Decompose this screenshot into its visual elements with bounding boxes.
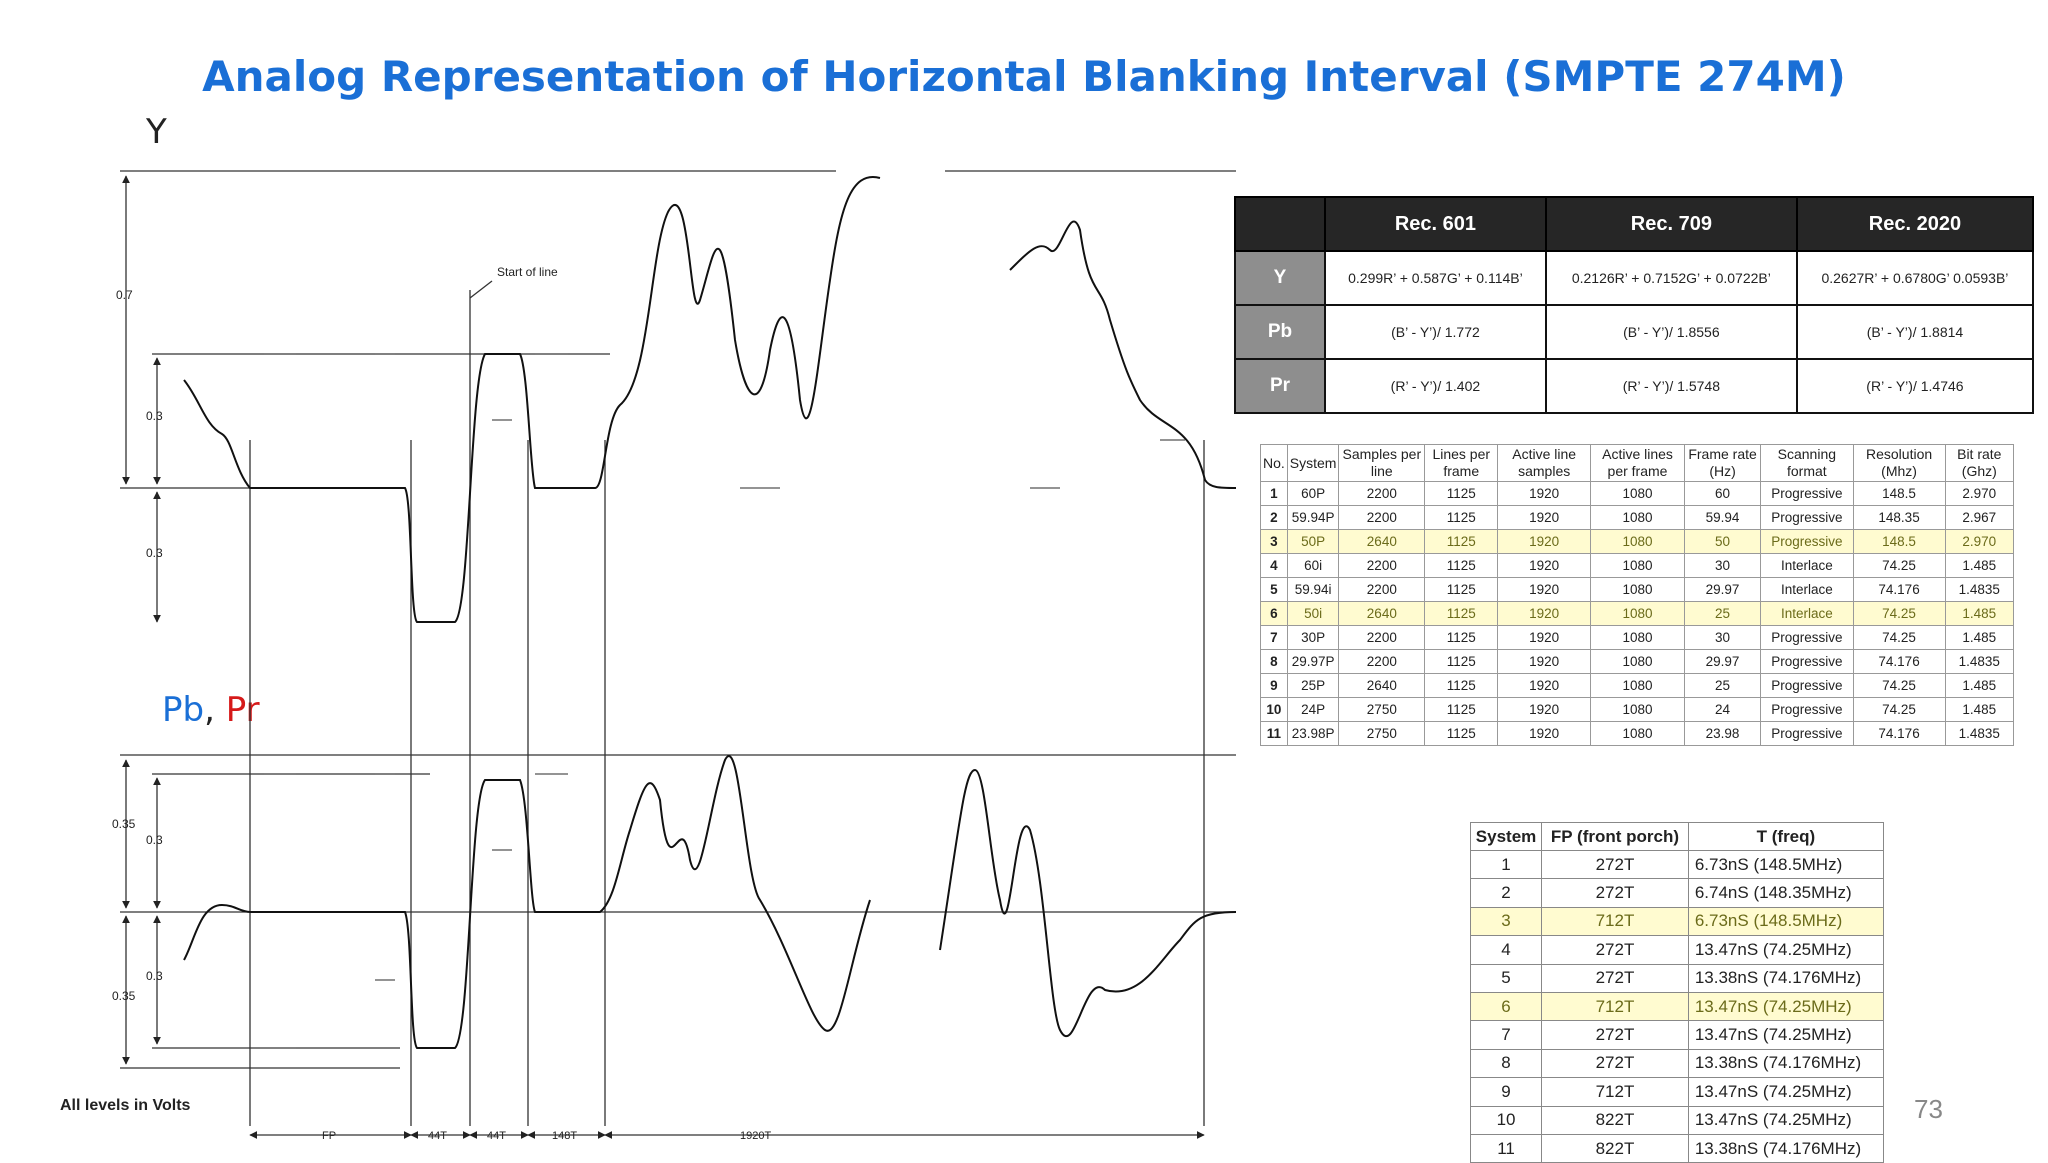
rec-header-2020: Rec. 2020 <box>1797 197 2033 251</box>
systems-cell-res: 74.176 <box>1853 722 1945 746</box>
c-level-label-03-lower: 0.3 <box>146 969 163 983</box>
systems-header-bit-rate: Bit rate (Ghz) <box>1945 445 2013 482</box>
table-row <box>1261 722 2014 746</box>
systems-cell-lpf: 1125 <box>1425 482 1498 506</box>
systems-cell-res: 74.25 <box>1853 554 1945 578</box>
table-row <box>1261 698 2014 722</box>
systems-cell-no: 5 <box>1261 578 1288 602</box>
c-waveform-right <box>940 770 1236 1036</box>
fp-cell-sys: 3 <box>1471 907 1542 935</box>
systems-cell-no: 7 <box>1261 626 1288 650</box>
table-row <box>1261 674 2014 698</box>
systems-cell-br: 2.970 <box>1945 530 2013 554</box>
fp-cell-fp: 822T <box>1542 1106 1689 1134</box>
systems-cell-spl: 2200 <box>1339 650 1425 674</box>
systems-cell-sys: 50i <box>1287 602 1339 626</box>
systems-cell-als: 1920 <box>1498 650 1591 674</box>
rec-cell: (R’ - Y’)/ 1.5748 <box>1546 359 1797 413</box>
systems-cell-scan: Progressive <box>1761 626 1853 650</box>
systems-cell-scan: Interlace <box>1761 578 1853 602</box>
rec-cell: (R’ - Y’)/ 1.4746 <box>1797 359 2033 413</box>
rec-row-y <box>1235 251 2033 305</box>
systems-header-row <box>1261 445 2014 482</box>
systems-cell-sys: 29.97P <box>1287 650 1339 674</box>
systems-table-body <box>1261 482 2014 746</box>
fp-header-row <box>1471 823 1884 851</box>
y-level-label-03-upper: 0.3 <box>146 409 163 423</box>
rec-row-label: Y <box>1235 251 1325 305</box>
table-row <box>1471 964 1884 992</box>
table-row <box>1261 482 2014 506</box>
systems-cell-no: 8 <box>1261 650 1288 674</box>
systems-header-no: No. <box>1261 445 1288 482</box>
systems-cell-br: 1.4835 <box>1945 722 2013 746</box>
systems-cell-scan: Progressive <box>1761 530 1853 554</box>
y-level-label-03-lower: 0.3 <box>146 546 163 560</box>
systems-cell-spl: 2750 <box>1339 698 1425 722</box>
systems-cell-scan: Progressive <box>1761 698 1853 722</box>
systems-cell-alpf: 1080 <box>1591 602 1685 626</box>
fp-cell-fp: 712T <box>1542 907 1689 935</box>
systems-cell-fr: 59.94 <box>1684 506 1760 530</box>
systems-header-lines: Lines per frame <box>1425 445 1498 482</box>
fp-cell-t: 6.73nS (148.5MHz) <box>1688 907 1883 935</box>
systems-header-resolution: Resolution (Mhz) <box>1853 445 1945 482</box>
y-waveform-left <box>184 177 880 622</box>
fp-cell-sys: 8 <box>1471 1049 1542 1077</box>
systems-cell-spl: 2750 <box>1339 722 1425 746</box>
systems-cell-sys: 30P <box>1287 626 1339 650</box>
systems-cell-alpf: 1080 <box>1591 698 1685 722</box>
table-row <box>1471 1078 1884 1106</box>
table-row <box>1471 1049 1884 1077</box>
systems-cell-als: 1920 <box>1498 482 1591 506</box>
systems-cell-fr: 25 <box>1684 602 1760 626</box>
systems-cell-als: 1920 <box>1498 674 1591 698</box>
systems-cell-lpf: 1125 <box>1425 602 1498 626</box>
rec-header-709: Rec. 709 <box>1546 197 1797 251</box>
systems-cell-sys: 59.94i <box>1287 578 1339 602</box>
systems-cell-lpf: 1125 <box>1425 506 1498 530</box>
rec-row-pr <box>1235 359 2033 413</box>
rec-cell: (B’ - Y’)/ 1.8814 <box>1797 305 2033 359</box>
systems-cell-br: 2.967 <box>1945 506 2013 530</box>
rec-cell: 0.299R’ + 0.587G’ + 0.114B’ <box>1325 251 1546 305</box>
systems-cell-sys: 59.94P <box>1287 506 1339 530</box>
systems-cell-spl: 2200 <box>1339 482 1425 506</box>
c-level-label-035-upper: 0.35 <box>112 817 136 831</box>
systems-cell-als: 1920 <box>1498 722 1591 746</box>
systems-cell-alpf: 1080 <box>1591 674 1685 698</box>
systems-cell-alpf: 1080 <box>1591 626 1685 650</box>
fp-cell-sys: 11 <box>1471 1134 1542 1162</box>
systems-cell-sys: 23.98P <box>1287 722 1339 746</box>
rec-header-601: Rec. 601 <box>1325 197 1546 251</box>
fp-cell-t: 13.38nS (74.176MHz) <box>1688 1049 1883 1077</box>
systems-cell-fr: 25 <box>1684 674 1760 698</box>
pr-label: Pr <box>225 690 260 730</box>
table-row <box>1261 602 2014 626</box>
systems-cell-als: 1920 <box>1498 554 1591 578</box>
systems-cell-scan: Progressive <box>1761 674 1853 698</box>
systems-cell-res: 148.5 <box>1853 482 1945 506</box>
systems-cell-no: 1 <box>1261 482 1288 506</box>
systems-cell-fr: 29.97 <box>1684 650 1760 674</box>
systems-cell-scan: Progressive <box>1761 482 1853 506</box>
all-levels-note: All levels in Volts <box>60 1097 191 1114</box>
fp-cell-t: 6.73nS (148.5MHz) <box>1688 851 1883 879</box>
fp-cell-sys: 1 <box>1471 851 1542 879</box>
fp-cell-t: 6.74nS (148.35MHz) <box>1688 879 1883 907</box>
systems-header-system: System <box>1287 445 1339 482</box>
page-number: 73 <box>1914 1094 1943 1124</box>
systems-cell-alpf: 1080 <box>1591 722 1685 746</box>
systems-cell-no: 10 <box>1261 698 1288 722</box>
table-row <box>1261 626 2014 650</box>
systems-cell-spl: 2640 <box>1339 530 1425 554</box>
c-level-label-035-lower: 0.35 <box>112 989 136 1003</box>
front-porch-table <box>1470 822 1884 1163</box>
systems-cell-br: 1.485 <box>1945 554 2013 578</box>
systems-cell-res: 74.176 <box>1853 650 1945 674</box>
systems-cell-br: 1.485 <box>1945 602 2013 626</box>
systems-cell-als: 1920 <box>1498 530 1591 554</box>
table-row <box>1471 1021 1884 1049</box>
systems-table <box>1260 444 2014 746</box>
fp-cell-fp: 712T <box>1542 992 1689 1020</box>
fp-cell-t: 13.38nS (74.176MHz) <box>1688 1134 1883 1162</box>
rec-cell: 0.2627R’ + 0.6780G’ 0.0593B’ <box>1797 251 2033 305</box>
fp-table-body <box>1471 851 1884 1163</box>
c-level-label-03-upper: 0.3 <box>146 833 163 847</box>
fp-cell-fp: 272T <box>1542 879 1689 907</box>
table-row <box>1471 851 1884 879</box>
systems-cell-no: 2 <box>1261 506 1288 530</box>
systems-cell-sys: 50P <box>1287 530 1339 554</box>
systems-cell-no: 4 <box>1261 554 1288 578</box>
systems-cell-res: 74.25 <box>1853 698 1945 722</box>
fp-cell-fp: 272T <box>1542 1021 1689 1049</box>
systems-cell-fr: 24 <box>1684 698 1760 722</box>
fp-cell-sys: 4 <box>1471 936 1542 964</box>
systems-cell-fr: 30 <box>1684 626 1760 650</box>
systems-cell-lpf: 1125 <box>1425 698 1498 722</box>
systems-cell-res: 148.35 <box>1853 506 1945 530</box>
systems-cell-sys: 60i <box>1287 554 1339 578</box>
fp-cell-fp: 272T <box>1542 1049 1689 1077</box>
systems-cell-fr: 23.98 <box>1684 722 1760 746</box>
systems-cell-sys: 60P <box>1287 482 1339 506</box>
c-waveform-left <box>184 756 870 1048</box>
table-row <box>1471 879 1884 907</box>
systems-cell-res: 74.25 <box>1853 674 1945 698</box>
fp-cell-t: 13.47nS (74.25MHz) <box>1688 1106 1883 1134</box>
y-dash-marks <box>264 354 1185 488</box>
systems-cell-lpf: 1125 <box>1425 530 1498 554</box>
y-signal-label: Y <box>146 112 167 152</box>
rec-standards-table <box>1234 196 2034 414</box>
systems-cell-scan: Progressive <box>1761 650 1853 674</box>
systems-cell-br: 1.485 <box>1945 626 2013 650</box>
fp-cell-sys: 10 <box>1471 1106 1542 1134</box>
fp-cell-sys: 6 <box>1471 992 1542 1020</box>
timing-label-44t-a: 44T <box>428 1130 447 1142</box>
systems-cell-als: 1920 <box>1498 506 1591 530</box>
systems-cell-spl: 2200 <box>1339 506 1425 530</box>
systems-cell-lpf: 1125 <box>1425 626 1498 650</box>
systems-cell-no: 11 <box>1261 722 1288 746</box>
systems-cell-sys: 24P <box>1287 698 1339 722</box>
systems-cell-als: 1920 <box>1498 578 1591 602</box>
systems-cell-no: 9 <box>1261 674 1288 698</box>
start-of-line-label: Start of line <box>497 265 558 279</box>
pb-label: Pb <box>162 690 205 730</box>
fp-header-front-porch: FP (front porch) <box>1542 823 1689 851</box>
rec-cell: (B’ - Y’)/ 1.8556 <box>1546 305 1797 359</box>
systems-cell-alpf: 1080 <box>1591 506 1685 530</box>
systems-cell-alpf: 1080 <box>1591 578 1685 602</box>
table-row <box>1471 1106 1884 1134</box>
systems-cell-sys: 25P <box>1287 674 1339 698</box>
timing-label-fp: FP <box>322 1130 337 1142</box>
rec-cell: 0.2126R’ + 0.7152G’ + 0.0722B’ <box>1546 251 1797 305</box>
fp-cell-sys: 7 <box>1471 1021 1542 1049</box>
systems-header-scanning: Scanning format <box>1761 445 1853 482</box>
systems-cell-als: 1920 <box>1498 626 1591 650</box>
systems-cell-spl: 2640 <box>1339 602 1425 626</box>
systems-cell-als: 1920 <box>1498 698 1591 722</box>
systems-header-frame-rate: Frame rate (Hz) <box>1684 445 1760 482</box>
table-row <box>1471 936 1884 964</box>
systems-cell-alpf: 1080 <box>1591 554 1685 578</box>
systems-cell-alpf: 1080 <box>1591 482 1685 506</box>
start-of-line-pointer <box>470 281 492 298</box>
systems-cell-fr: 29.97 <box>1684 578 1760 602</box>
systems-header-active-samples: Active line samples <box>1498 445 1591 482</box>
fp-cell-fp: 712T <box>1542 1078 1689 1106</box>
systems-cell-lpf: 1125 <box>1425 674 1498 698</box>
fp-cell-fp: 272T <box>1542 964 1689 992</box>
systems-cell-fr: 50 <box>1684 530 1760 554</box>
systems-cell-spl: 2200 <box>1339 626 1425 650</box>
systems-cell-alpf: 1080 <box>1591 530 1685 554</box>
systems-cell-res: 74.25 <box>1853 602 1945 626</box>
table-row <box>1471 992 1884 1020</box>
systems-cell-scan: Interlace <box>1761 554 1853 578</box>
systems-cell-br: 1.485 <box>1945 674 2013 698</box>
comma-separator: , <box>204 690 215 730</box>
systems-cell-fr: 30 <box>1684 554 1760 578</box>
systems-cell-lpf: 1125 <box>1425 650 1498 674</box>
rec-row-label: Pb <box>1235 305 1325 359</box>
systems-cell-res: 74.176 <box>1853 578 1945 602</box>
slide-title: Analog Representation of Horizontal Blanking Interval (SMPTE 274M) <box>202 52 1846 101</box>
systems-header-active-lines: Active lines per frame <box>1591 445 1685 482</box>
systems-cell-res: 74.25 <box>1853 626 1945 650</box>
rec-cell: (R’ - Y’)/ 1.402 <box>1325 359 1546 413</box>
table-row <box>1261 554 2014 578</box>
fp-cell-fp: 272T <box>1542 851 1689 879</box>
systems-cell-res: 148.5 <box>1853 530 1945 554</box>
rec-cell: (B’ - Y’)/ 1.772 <box>1325 305 1546 359</box>
systems-cell-br: 1.485 <box>1945 698 2013 722</box>
systems-cell-lpf: 1125 <box>1425 578 1498 602</box>
timing-label-148t: 148T <box>552 1130 578 1142</box>
systems-cell-fr: 60 <box>1684 482 1760 506</box>
systems-header-samples: Samples per line <box>1339 445 1425 482</box>
systems-cell-spl: 2200 <box>1339 578 1425 602</box>
fp-cell-sys: 9 <box>1471 1078 1542 1106</box>
table-row <box>1471 1134 1884 1162</box>
systems-cell-scan: Progressive <box>1761 722 1853 746</box>
systems-cell-br: 1.4835 <box>1945 578 2013 602</box>
systems-cell-lpf: 1125 <box>1425 722 1498 746</box>
systems-cell-scan: Interlace <box>1761 602 1853 626</box>
fp-cell-sys: 5 <box>1471 964 1542 992</box>
systems-cell-no: 3 <box>1261 530 1288 554</box>
fp-cell-sys: 2 <box>1471 879 1542 907</box>
systems-cell-als: 1920 <box>1498 602 1591 626</box>
fp-header-system: System <box>1471 823 1542 851</box>
systems-cell-lpf: 1125 <box>1425 554 1498 578</box>
systems-cell-spl: 2640 <box>1339 674 1425 698</box>
fp-cell-t: 13.38nS (74.176MHz) <box>1688 964 1883 992</box>
systems-cell-br: 1.4835 <box>1945 650 2013 674</box>
table-row <box>1261 650 2014 674</box>
fp-cell-fp: 272T <box>1542 936 1689 964</box>
timing-label-1920t: 1920T <box>740 1130 772 1142</box>
fp-cell-t: 13.47nS (74.25MHz) <box>1688 1078 1883 1106</box>
table-row <box>1261 578 2014 602</box>
table-row <box>1471 907 1884 935</box>
rec-header-row <box>1235 197 2033 251</box>
table-row <box>1261 506 2014 530</box>
fp-header-t-freq: T (freq) <box>1688 823 1883 851</box>
fp-cell-t: 13.47nS (74.25MHz) <box>1688 992 1883 1020</box>
fp-cell-fp: 822T <box>1542 1134 1689 1162</box>
rec-row-pb <box>1235 305 2033 359</box>
fp-cell-t: 13.47nS (74.25MHz) <box>1688 936 1883 964</box>
y-waveform-right <box>1010 222 1236 488</box>
systems-cell-scan: Progressive <box>1761 506 1853 530</box>
rec-row-label: Pr <box>1235 359 1325 413</box>
systems-cell-spl: 2200 <box>1339 554 1425 578</box>
systems-cell-no: 6 <box>1261 602 1288 626</box>
y-level-label-07: 0.7 <box>116 288 133 302</box>
table-row <box>1261 530 2014 554</box>
systems-cell-br: 2.970 <box>1945 482 2013 506</box>
timing-label-44t-b: 44T <box>487 1130 506 1142</box>
rec-corner-cell <box>1235 197 1325 251</box>
fp-cell-t: 13.47nS (74.25MHz) <box>1688 1021 1883 1049</box>
systems-cell-alpf: 1080 <box>1591 650 1685 674</box>
